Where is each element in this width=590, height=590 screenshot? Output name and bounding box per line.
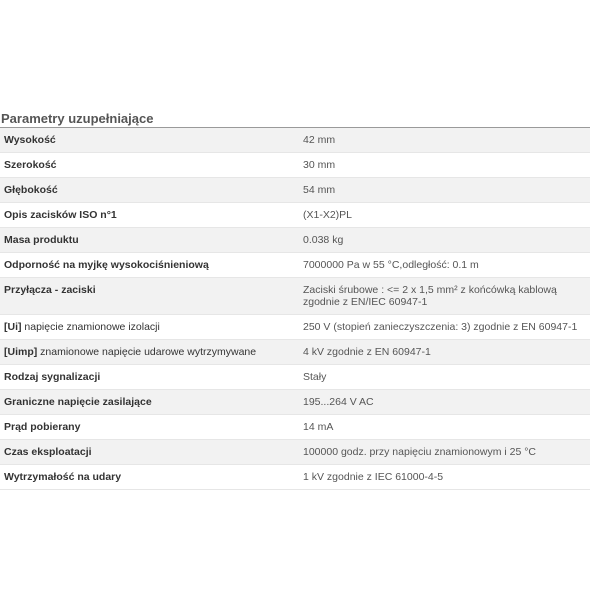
row-value: 4 kV zgodnie z EN 60947-1 — [295, 340, 590, 365]
row-label: Głębokość — [0, 178, 295, 203]
additional-parameters-section — [0, 110, 590, 490]
row-label: Szerokość — [0, 153, 295, 178]
row-value: 195...264 V AC — [295, 390, 590, 415]
table-row-current-consumption — [0, 415, 590, 440]
row-label-code: [Uimp] — [4, 346, 38, 358]
row-label: Wytrzymałość na udary — [0, 465, 295, 490]
section-title: Parametry uzupełniające — [0, 110, 590, 128]
row-value: 14 mA — [295, 415, 590, 440]
row-value: 54 mm — [295, 178, 590, 203]
row-label: Masa produktu — [0, 228, 295, 253]
table-row-width — [0, 153, 590, 178]
row-label: Prąd pobierany — [0, 415, 295, 440]
table-row-height — [0, 128, 590, 153]
row-value: (X1-X2)PL — [295, 203, 590, 228]
parameters-table — [0, 128, 590, 490]
table-row-service-life — [0, 440, 590, 465]
table-row-terminal-description — [0, 203, 590, 228]
table-row-insulation-voltage — [0, 315, 590, 340]
row-value: 42 mm — [295, 128, 590, 153]
table-row-washer-resistance — [0, 253, 590, 278]
row-label — [0, 315, 295, 340]
row-value: 30 mm — [295, 153, 590, 178]
row-value: 7000000 Pa w 55 °C,odległość: 0.1 m — [295, 253, 590, 278]
row-label: Opis zacisków ISO n°1 — [0, 203, 295, 228]
row-label: Wysokość — [0, 128, 295, 153]
row-value: Zaciski śrubowe : <= 2 x 1,5 mm² z końcówką kablową zgodnie z EN/IEC 60947-1 — [295, 278, 590, 315]
row-label: Przyłącza - zaciski — [0, 278, 295, 315]
row-label-code: [Ui] — [4, 321, 22, 333]
row-value: 250 V (stopień zanieczyszczenia: 3) zgodnie z EN 60947-1 — [295, 315, 590, 340]
row-label-text: napięcie znamionowe izolacji — [21, 321, 160, 333]
row-label — [0, 340, 295, 365]
row-label: Czas eksploatacji — [0, 440, 295, 465]
table-row-product-weight — [0, 228, 590, 253]
table-row-connections — [0, 278, 590, 315]
table-row-impulse-voltage — [0, 340, 590, 365]
row-value: 1 kV zgodnie z IEC 61000-4-5 — [295, 465, 590, 490]
table-row-surge-withstand — [0, 465, 590, 490]
row-value: 0.038 kg — [295, 228, 590, 253]
table-row-signal-type — [0, 365, 590, 390]
row-label: Graniczne napięcie zasilające — [0, 390, 295, 415]
row-label: Rodzaj sygnalizacji — [0, 365, 295, 390]
row-value: Stały — [295, 365, 590, 390]
table-row-depth — [0, 178, 590, 203]
row-value: 100000 godz. przy napięciu znamionowym i 25 °C — [295, 440, 590, 465]
row-label: Odporność na myjkę wysokociśnieniową — [0, 253, 295, 278]
row-label-text: znamionowe napięcie udarowe wytrzymywane — [37, 346, 257, 358]
table-row-supply-voltage-limits — [0, 390, 590, 415]
